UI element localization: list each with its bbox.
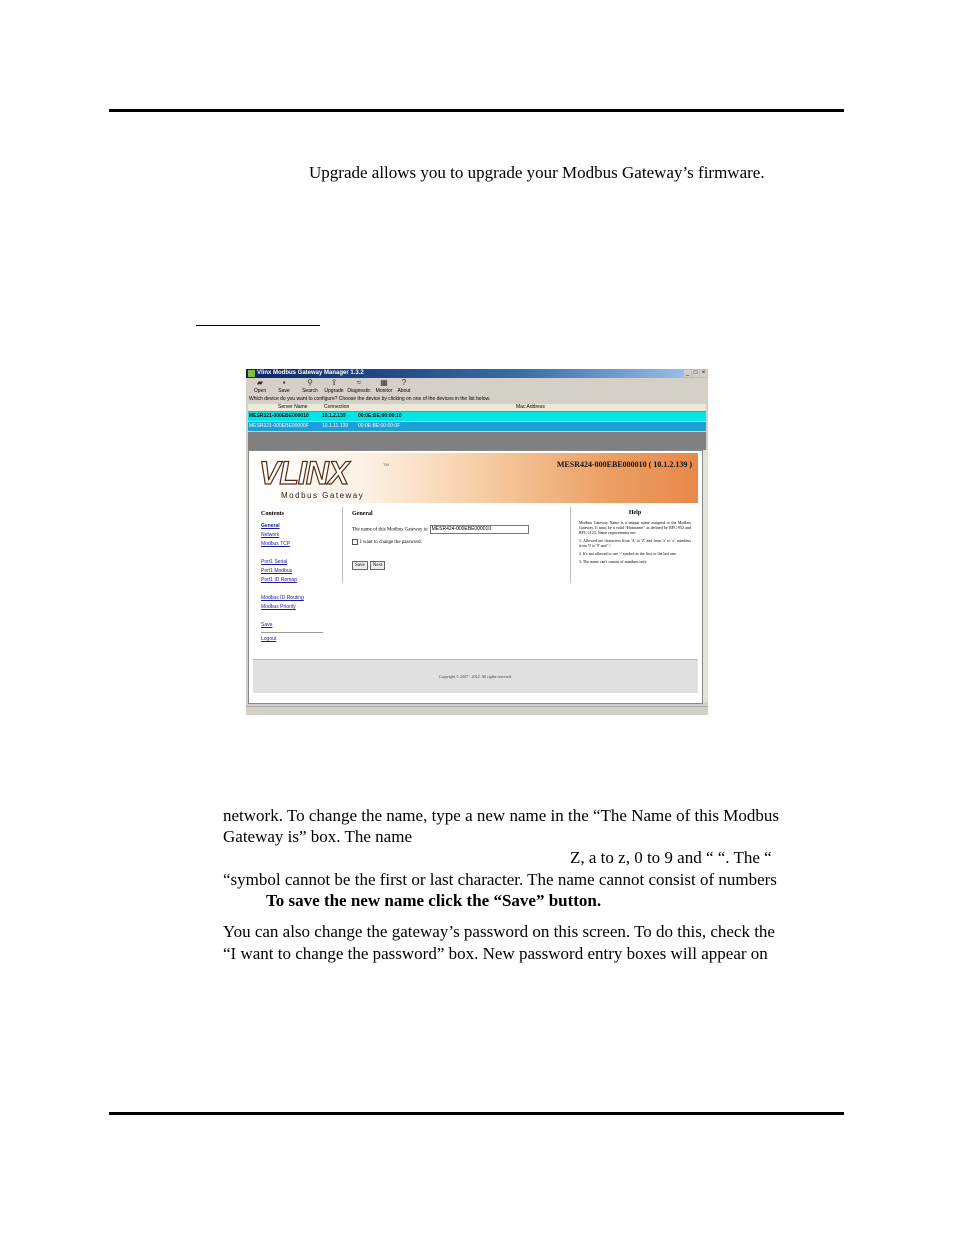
nav-general[interactable]: General bbox=[261, 523, 280, 529]
title-bar bbox=[246, 369, 708, 378]
section-underline bbox=[196, 325, 320, 326]
device-heading: MESR424-000EBE000010 ( 10.1.2.139 ) bbox=[556, 460, 692, 469]
body-line-6: You can also change the gateway’s password on this screen. To do this, check the bbox=[223, 922, 775, 941]
device-mac: 00:0E:BE:00:00:10 bbox=[358, 413, 402, 419]
device-name: MESR321-000EBE000010 bbox=[249, 413, 309, 419]
change-password-label: I want to change the password. bbox=[360, 539, 422, 545]
contents-nav bbox=[261, 511, 323, 644]
nav-port1-id-remap[interactable]: Port1 ID Remap bbox=[261, 577, 297, 583]
general-section bbox=[352, 511, 562, 571]
intro-text: Upgrade allows you to upgrade your Modbus Gateway’s firmware. bbox=[309, 163, 765, 182]
upgrade-icon: ⇪ bbox=[330, 378, 338, 387]
trademark-mark: TM bbox=[383, 462, 389, 467]
gateway-name-input[interactable]: MESR424-000EBE000010 bbox=[430, 525, 529, 534]
nav-modbus-priority[interactable]: Modbus Priority bbox=[261, 604, 296, 610]
device-row[interactable] bbox=[248, 412, 706, 421]
status-bar bbox=[246, 706, 708, 715]
minimize-icon[interactable]: _ bbox=[685, 370, 690, 376]
body-line-3: Z, a to z, 0 to 9 and “ “. The “ bbox=[570, 848, 772, 867]
app-icon bbox=[248, 370, 255, 377]
col-server-name[interactable]: Server Name bbox=[278, 404, 308, 410]
change-password-checkbox[interactable] bbox=[352, 539, 358, 545]
nav-modbus-tcp[interactable]: Modbus TCP bbox=[261, 541, 291, 547]
window-controls bbox=[684, 370, 707, 377]
maximize-icon[interactable]: □ bbox=[693, 370, 698, 376]
monitor-icon: ▦ bbox=[380, 378, 388, 387]
web-config-panel bbox=[248, 450, 703, 704]
gateway-name-label: The name of this Modbus Gateway is: bbox=[352, 527, 429, 533]
about-button[interactable]: ? About bbox=[397, 378, 411, 394]
col-mac[interactable]: Mac Address bbox=[516, 404, 545, 410]
nav-save[interactable]: Save bbox=[261, 622, 273, 628]
question-icon: ? bbox=[401, 378, 407, 387]
body-line-7: “I want to change the password” box. New password entry boxes will appear on bbox=[223, 944, 768, 963]
help-text: 3. The name can't consist of numbers only. bbox=[579, 559, 648, 564]
upgrade-button[interactable]: ⇪ Upgrade bbox=[324, 378, 344, 394]
open-button[interactable]: ▰ Open bbox=[253, 378, 267, 394]
device-list-header bbox=[248, 404, 706, 412]
monitor-button[interactable]: ▦ Monitor bbox=[375, 378, 393, 394]
nav-modbus-id-routing[interactable]: Modbus ID Routing bbox=[261, 595, 304, 601]
help-heading: Help bbox=[628, 510, 642, 516]
help-section bbox=[579, 511, 691, 567]
help-text: 1. Allowed are characters from 'A' to 'Z' and from 'a' to 'z', numbers from '0' to '9' and '-'. bbox=[579, 538, 691, 548]
column-divider bbox=[342, 507, 343, 583]
magnifier-icon: ⚲ bbox=[307, 378, 313, 387]
device-name: MESR321-000EBE00000F bbox=[249, 423, 309, 429]
help-text: Modbus Gateway Name is a unique name assigned to the Modbus Gateway. It must be a valid “Hostname” as defined by RFC-952 and RFC-1123. Name requirements are: bbox=[579, 520, 691, 535]
nav-logout[interactable]: Logout bbox=[261, 636, 277, 642]
contents-heading: Contents bbox=[261, 511, 285, 517]
body-line-2: Gateway is” box. The name bbox=[223, 827, 412, 846]
save-button[interactable]: Save bbox=[352, 561, 368, 570]
close-icon[interactable]: × bbox=[701, 370, 706, 376]
body-line-1: network. To change the name, type a new name in the “The Name of this Modbus bbox=[223, 806, 780, 825]
vlinx-logo: VLINX bbox=[259, 455, 349, 491]
device-mac: 00:0E:BE:00:00:0F bbox=[358, 423, 401, 429]
folder-icon: ▰ bbox=[256, 378, 264, 387]
vlinx-banner bbox=[253, 453, 698, 503]
search-button[interactable]: ⚲ Search bbox=[302, 378, 318, 394]
device-connection: 10.1.2.139 bbox=[322, 413, 346, 419]
device-row[interactable] bbox=[248, 422, 706, 431]
vertical-scrollbar[interactable] bbox=[703, 450, 708, 702]
diagnostic-button[interactable]: ≈ Diagnostic bbox=[347, 378, 371, 394]
nav-port1-serial[interactable]: Port1 Serial bbox=[261, 559, 288, 565]
diagnostic-icon: ≈ bbox=[356, 378, 362, 387]
window-title: Vlinx Modbus Gateway Manager 1.3.2 bbox=[257, 370, 364, 376]
body-line-4: “symbol cannot be the first or last character. The name cannot consist of numbers bbox=[223, 870, 777, 889]
nav-network[interactable]: Network bbox=[261, 532, 280, 538]
device-prompt: Which device do you want to configure? Choose the device by clicking on one of the devices in the list below. bbox=[249, 396, 491, 402]
banner-tagline: Modbus Gateway bbox=[281, 491, 365, 500]
help-text: 2. It's not allowed to use '-' symbol as the first or the last one. bbox=[579, 551, 677, 556]
copyright-footer: Copyright © 2007 - 2012. All rights reserved. bbox=[253, 659, 698, 693]
bottom-rule bbox=[109, 1112, 844, 1115]
column-divider bbox=[570, 507, 571, 583]
next-button[interactable]: Next bbox=[370, 561, 386, 570]
nav-port1-modbus[interactable]: Port1 Modbus bbox=[261, 568, 293, 574]
body-line-5: To save the new name click the “Save” button. bbox=[266, 891, 602, 910]
app-screenshot bbox=[246, 369, 708, 715]
nav-divider bbox=[261, 632, 323, 633]
top-rule bbox=[109, 109, 844, 112]
general-heading: General bbox=[352, 511, 373, 517]
list-empty-area bbox=[248, 432, 706, 450]
save-toolbar-button[interactable]: ▪ Save bbox=[278, 378, 290, 394]
device-connection: 10.1.11.139 bbox=[322, 423, 349, 429]
toolbar bbox=[246, 378, 708, 396]
col-connection[interactable]: Connection bbox=[324, 404, 350, 410]
floppy-icon: ▪ bbox=[282, 378, 286, 387]
